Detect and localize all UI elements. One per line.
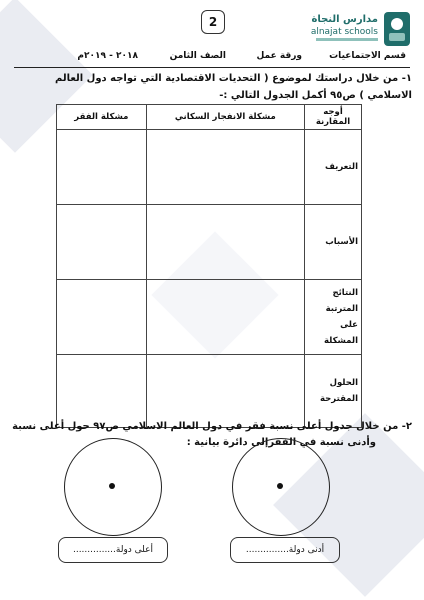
answer-cell[interactable] <box>146 280 304 355</box>
table-row <box>57 130 362 205</box>
question2-line1: ٢- من خلال جدول أعلى نسبة فقر في دول العالم الاسلامي ص٩٧ حول أعلى نسبة <box>12 421 412 432</box>
comparison-table <box>56 104 362 428</box>
logo-arabic-text: مدارس النجاة <box>311 14 378 25</box>
circle-center-dot <box>109 483 115 489</box>
logo-icon <box>384 12 410 46</box>
answer-cell[interactable] <box>57 205 147 280</box>
table-header-population: مشكلة الانفجار السكاني <box>146 105 304 130</box>
year-label: ٢٠١٨ - ٢٠١٩م <box>77 51 138 61</box>
page-number: 2 <box>201 10 225 34</box>
table-row <box>57 355 362 428</box>
row-label-definition: التعريف <box>305 130 362 205</box>
row-label-results: النتائج المترتبة على المشكلة <box>305 280 362 355</box>
answer-cell[interactable] <box>146 130 304 205</box>
department-label: قسم الاجتماعيات <box>329 51 406 61</box>
question2-line2: وأدنى نسبة في الفقرإلى دائرة بيانية : <box>186 437 376 448</box>
table-header-comparison: أوجه المقارنة <box>305 105 362 130</box>
worksheet-label: ورقة عمل <box>256 51 302 61</box>
pie-chart-circle-left[interactable] <box>64 438 162 536</box>
answer-cell[interactable] <box>146 355 304 428</box>
lowest-country-box[interactable]: أدنى دولة............... <box>230 537 340 563</box>
table-header-row <box>57 105 362 130</box>
answer-cell[interactable] <box>57 130 147 205</box>
pie-chart-circle-right[interactable] <box>232 438 330 536</box>
table-row <box>57 205 362 280</box>
logo-underline <box>316 38 378 41</box>
question1-line2: الاسلامي ) ص٩٥ أكمل الجدول التالي :- <box>219 90 412 101</box>
highest-country-box[interactable]: أعلى دولة............... <box>58 537 168 563</box>
grade-label: الصف الثامن <box>169 51 226 61</box>
answer-cell[interactable] <box>57 355 147 428</box>
row-label-causes: الأسباب <box>305 205 362 280</box>
worksheet-header <box>14 49 410 68</box>
question1-line1: ١- من خلال دراستك لموضوع ( التحديات الاقتصادية التي تواجه دول العالم <box>54 73 412 84</box>
table-row <box>57 280 362 355</box>
row-label-solutions: الحلول المقترحة <box>305 355 362 428</box>
logo-english-text: alnajat schools <box>310 27 378 37</box>
circle-center-dot <box>277 483 283 489</box>
answer-cell[interactable] <box>146 205 304 280</box>
school-logo <box>310 8 410 48</box>
answer-cell[interactable] <box>57 280 147 355</box>
table-header-poverty: مشكلة الفقر <box>57 105 147 130</box>
